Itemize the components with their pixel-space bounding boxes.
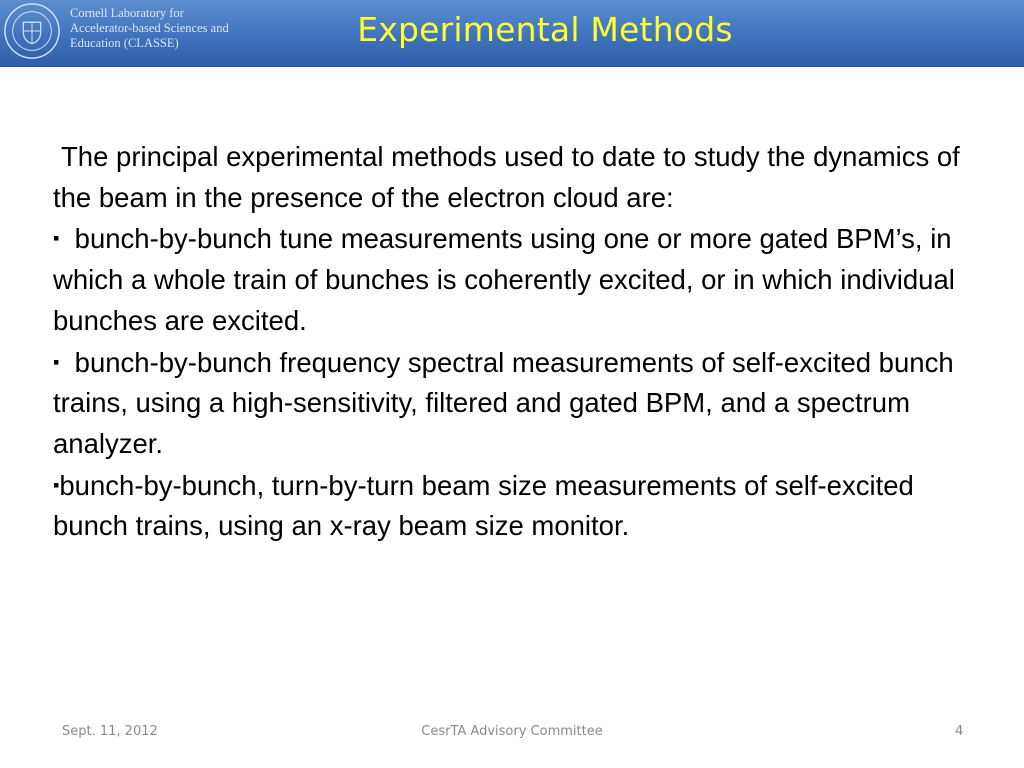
org-line: Education (CLASSE) xyxy=(70,36,179,50)
org-line: Cornell Laboratory for xyxy=(70,6,184,20)
bullet-item xyxy=(53,465,973,547)
cornell-seal-icon xyxy=(3,2,61,60)
slide-header xyxy=(0,0,1024,67)
org-line: Accelerator-based Sciences and xyxy=(70,21,229,35)
bullet-text: bunch-by-bunch tune measurements using one or more gated BPM’s, in which a whole train of bunches is coherently excited, or in which individual bunches are excited. xyxy=(53,223,955,336)
intro-paragraph: The principal experimental methods used to date to study the dynamics of the beam in the presence of the electron cloud are: xyxy=(53,141,960,213)
footer-event: CesrTA Advisory Committee xyxy=(421,724,603,739)
bullet-marker: ▪ xyxy=(53,228,60,249)
page-number: 4 xyxy=(955,724,964,739)
bullet-marker: ▪ xyxy=(53,474,60,495)
slide-body xyxy=(53,137,973,547)
bullet-marker: ▪ xyxy=(53,351,60,372)
footer-date: Sept. 11, 2012 xyxy=(62,724,158,739)
bullet-item xyxy=(53,218,973,341)
bullet-item xyxy=(53,342,973,465)
bullet-text: bunch-by-bunch frequency spectral measurements of self-excited bunch trains, using a high-sensitivity, filtered and gated BPM, and a spectrum analyzer. xyxy=(53,346,954,459)
organization-name xyxy=(70,6,280,51)
slide-title: Experimental Methods xyxy=(357,10,733,49)
bullet-text: bunch-by-bunch, turn-by-turn beam size measurements of self-excited bunch trains, using an x-ray beam size monitor. xyxy=(53,469,914,542)
